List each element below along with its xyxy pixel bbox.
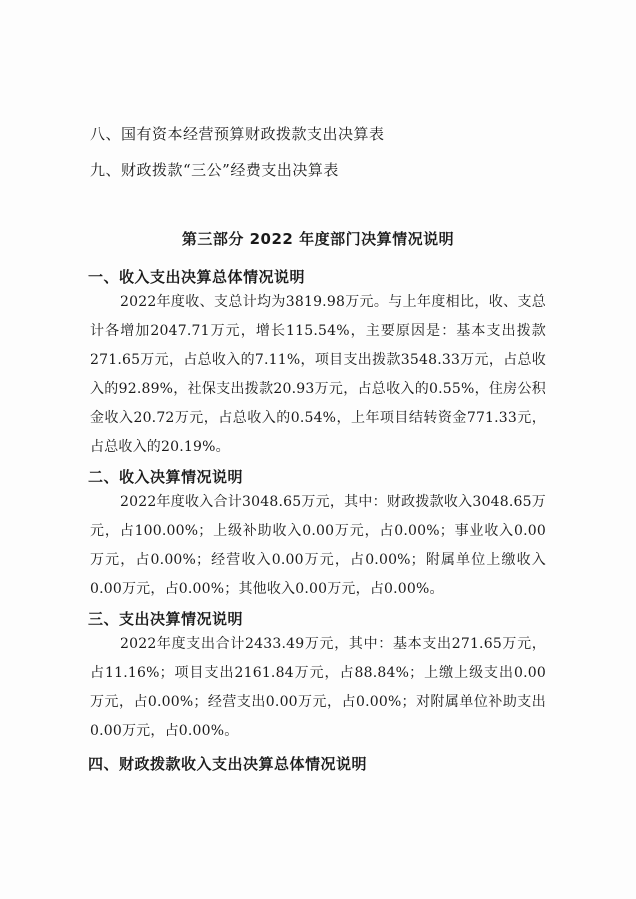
section-2-heading: 二、收入决算情况说明 (88, 468, 244, 486)
list-item-8: 八、国有资本经营预算财政拨款支出决算表 (90, 125, 385, 143)
section-3-body: 2022年度支出合计2433.49万元，其中：基本支出271.65万元，占11.16%；项目支出2161.84万元，占88.84%；上缴上级支出0.00万元，占0.00%；经营支出0.00万元，占0.00%；对附属单位补助支出0.00万元，占0.00%。 (90, 636, 546, 739)
section-3-heading: 三、支出决算情况说明 (88, 610, 244, 628)
part3-title: 第三部分 2022 年度部门决算情况说明 (181, 230, 455, 248)
section-1-heading: 一、收入支出决算总体情况说明 (88, 268, 306, 286)
section-4-heading: 四、财政拨款收入支出决算总体情况说明 (88, 755, 368, 773)
section-2-body: 2022年度收入合计3048.65万元，其中：财政拨款收入3048.65万元，占100.00%；上级补助收入0.00万元，占0.00%；事业收入0.00万元，占0.00%；经营收入0.00万元，占0.00%；附属单位上缴收入0.00万元，占0.00%；其他收入0.00万元，占0.00%。 (90, 494, 546, 597)
section-1-body: 2022年度收、支总计均为3819.98万元。与上年度相比，收、支总计各增加2047.71万元，增长115.54%，主要原因是：基本支出拨款271.65万元，占总收入的7.11%，项目支出拨款3548.33万元，占总收入的92.89%，社保支出拨款20.93万元，占总收入的0.55%，住房公积金收入20.72万元，占总收入的0.54%，上年项目结转资金771.33元，占总收入的20.19%。 (90, 294, 546, 455)
list-item-9: 九、财政拨款“三公”经费支出决算表 (90, 161, 339, 179)
